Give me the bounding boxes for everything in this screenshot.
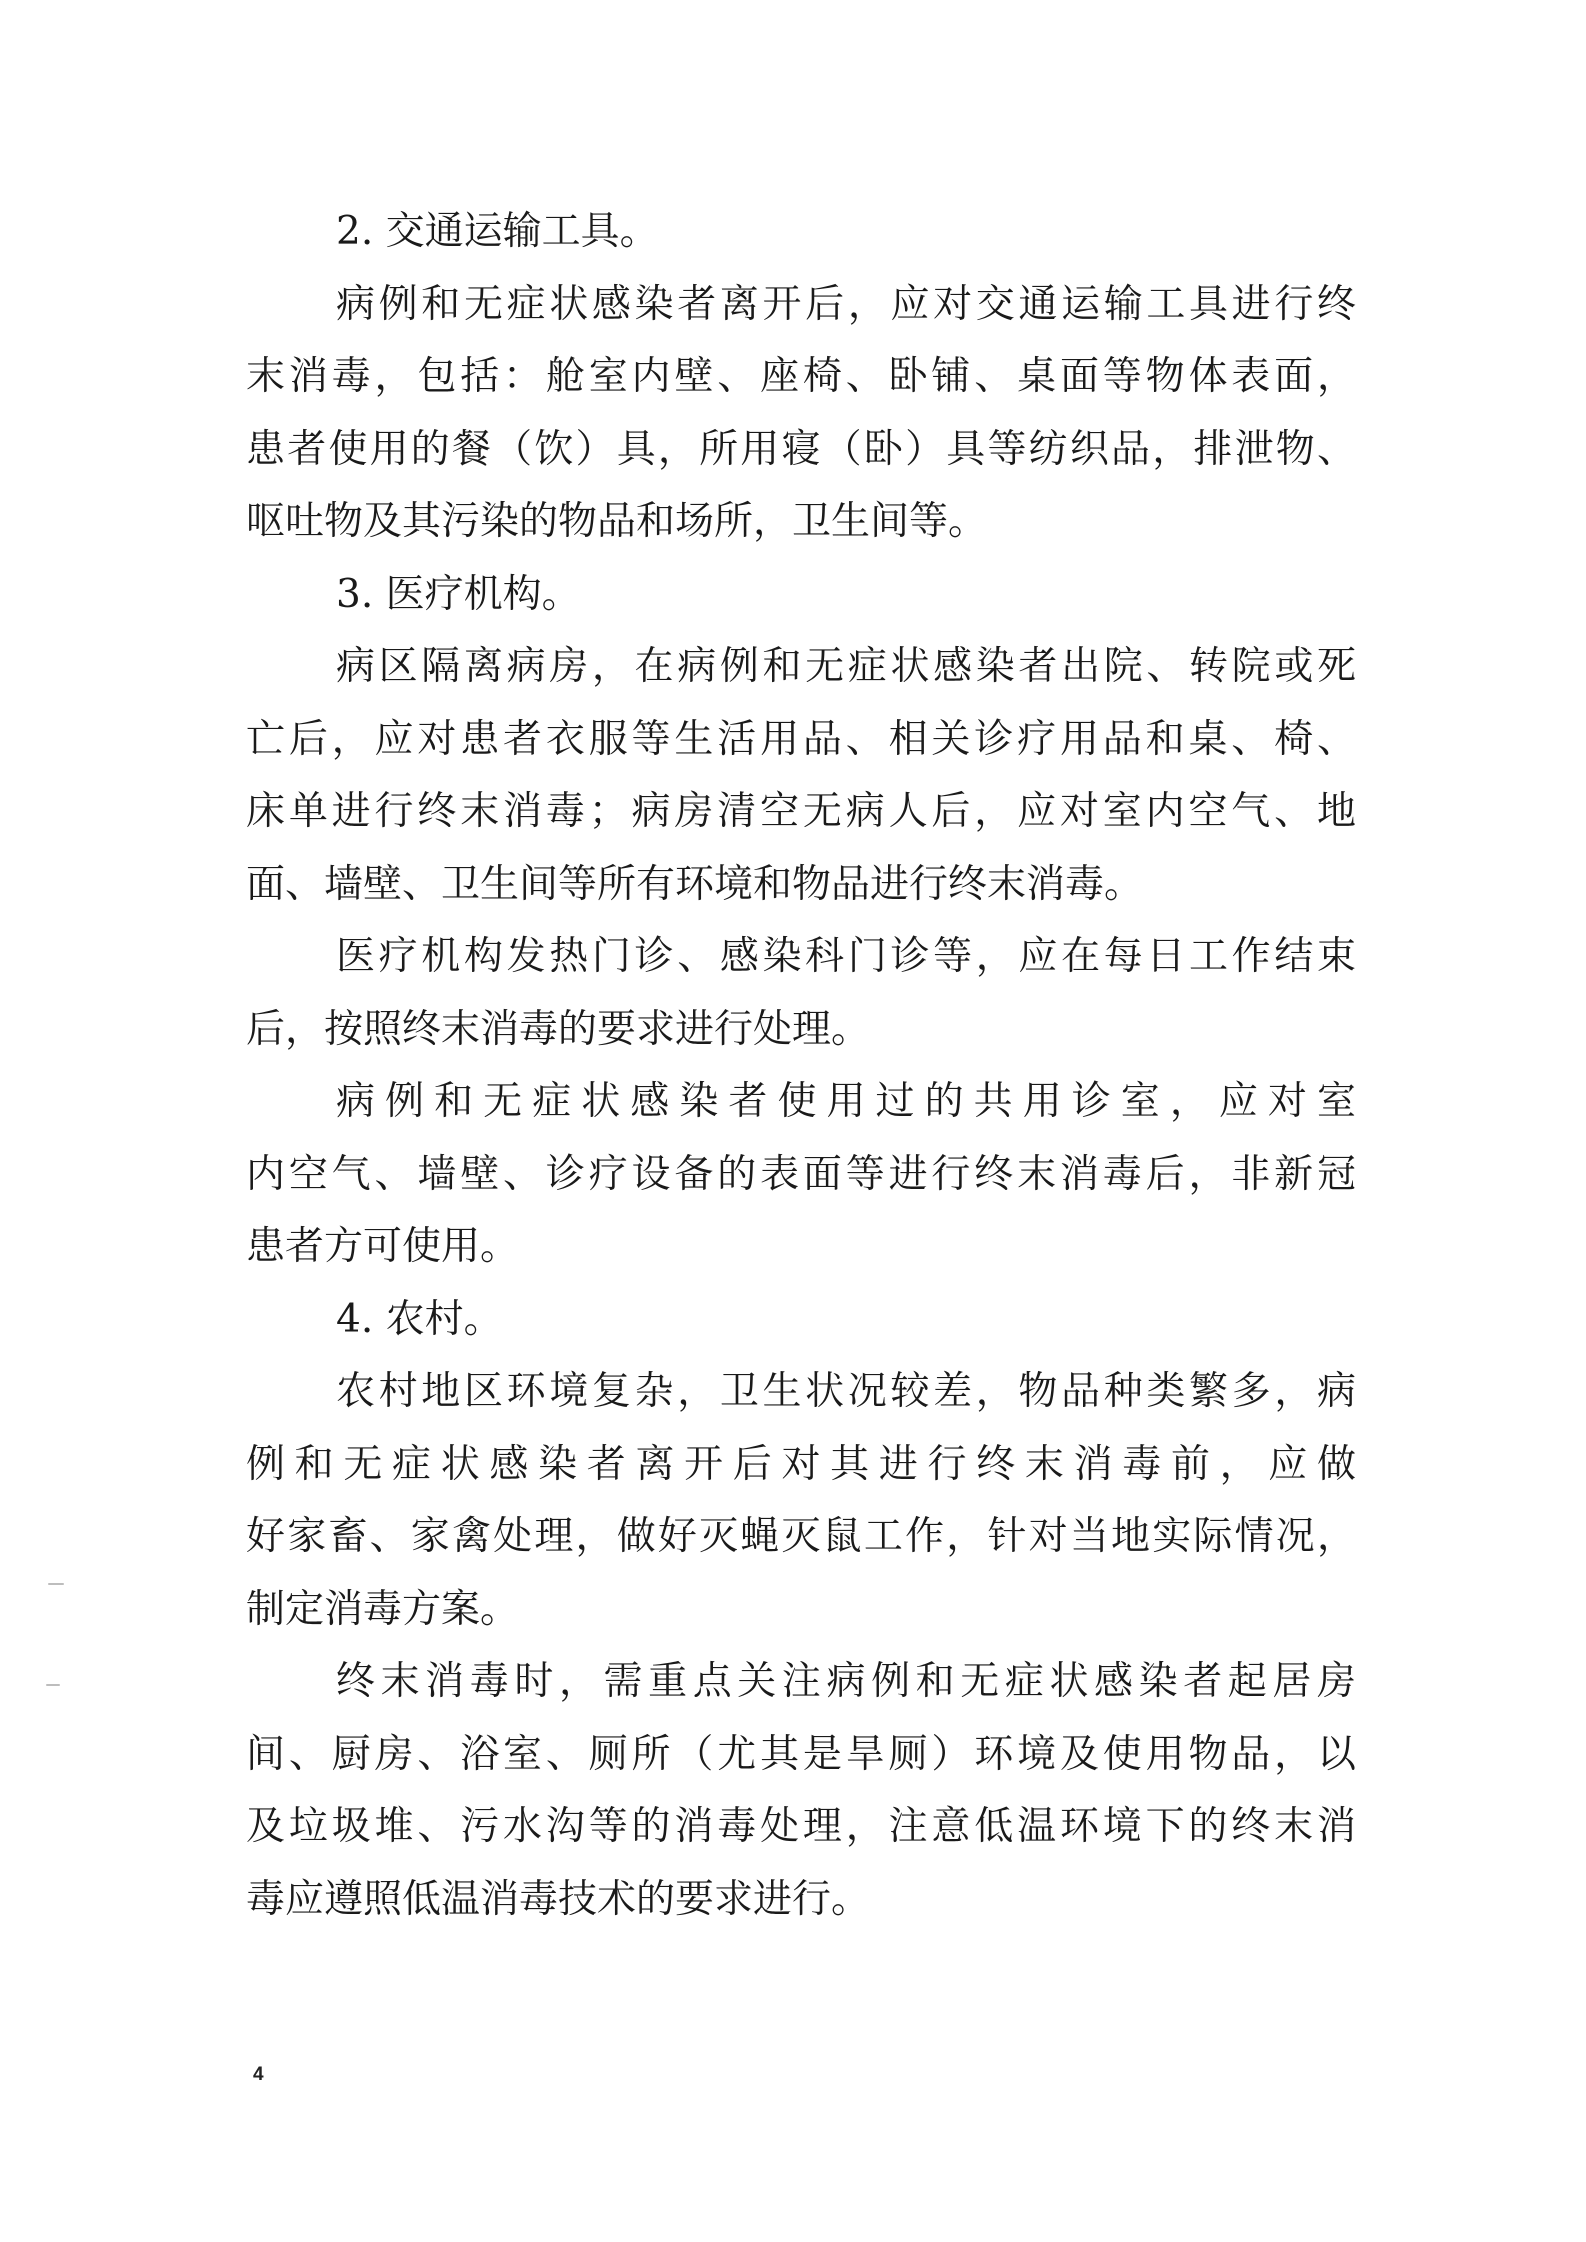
paragraph-line: 亡后，应对患者衣服等生活用品、相关诊疗用品和桌、椅、 [246, 716, 1356, 762]
section-heading-rural: 4. 农村。 [336, 1296, 503, 1342]
section-heading-transport: 2. 交通运输工具。 [336, 209, 659, 254]
page-number: 4 [253, 2064, 264, 2085]
paragraph-line: 医疗机构发热门诊、感染科门诊等，应在每日工作结束 [336, 934, 1356, 979]
paragraph-line: 终末消毒时，需重点关注病例和无症状感染者起居房 [336, 1659, 1356, 1704]
paragraph-line: 毒应遵照低温消毒技术的要求进行。 [246, 1876, 871, 1922]
paragraph-line: 好家畜、家禽处理，做好灭蝇灭鼠工作，针对当地实际情况， [246, 1514, 1356, 1559]
paragraph-line: 末消毒，包括：舱室内壁、座椅、卧铺、桌面等物体表面， [246, 354, 1356, 399]
paragraph-line: 内空气、墙壁、诊疗设备的表面等进行终末消毒后，非新冠 [246, 1151, 1356, 1197]
paragraph-line: 农村地区环境复杂，卫生状况较差，物品种类繁多，病 [336, 1369, 1356, 1414]
paragraph-line: 患者方可使用。 [246, 1224, 520, 1269]
paragraph-line: 间、厨房、浴室、厕所（尤其是旱厕）环境及使用物品，以 [246, 1731, 1356, 1777]
paragraph-line: 面、墙壁、卫生间等所有环境和物品进行终末消毒。 [246, 861, 1144, 907]
paragraph-line: 及垃圾堆、污水沟等的消毒处理，注意低温环境下的终末消 [246, 1804, 1356, 1849]
paragraph-line: 制定消毒方案。 [246, 1586, 520, 1632]
paragraph-line: 例和无症状感染者离开后对其进行终末消毒前，应做 [246, 1441, 1356, 1487]
paragraph-line: 呕吐物及其污染的物品和场所，卫生间等。 [246, 499, 988, 544]
paragraph-line: 患者使用的餐（饮）具，所用寝（卧）具等纺织品，排泄物、 [246, 426, 1356, 472]
document-body [246, 196, 1356, 1936]
scan-speck [48, 1583, 64, 1585]
paragraph-line: 病例和无症状感染者离开后，应对交通运输工具进行终 [336, 281, 1356, 327]
section-heading-medical: 3. 医疗机构。 [336, 571, 581, 617]
scan-speck [46, 1684, 60, 1686]
paragraph-line: 病区隔离病房，在病例和无症状感染者出院、转院或死 [336, 644, 1356, 689]
paragraph-line: 后，按照终末消毒的要求进行处理。 [246, 1006, 871, 1052]
paragraph-line: 床单进行终末消毒；病房清空无病人后，应对室内空气、地 [246, 789, 1356, 834]
paragraph-line: 病例和无症状感染者使用过的共用诊室，应对室 [336, 1079, 1356, 1124]
